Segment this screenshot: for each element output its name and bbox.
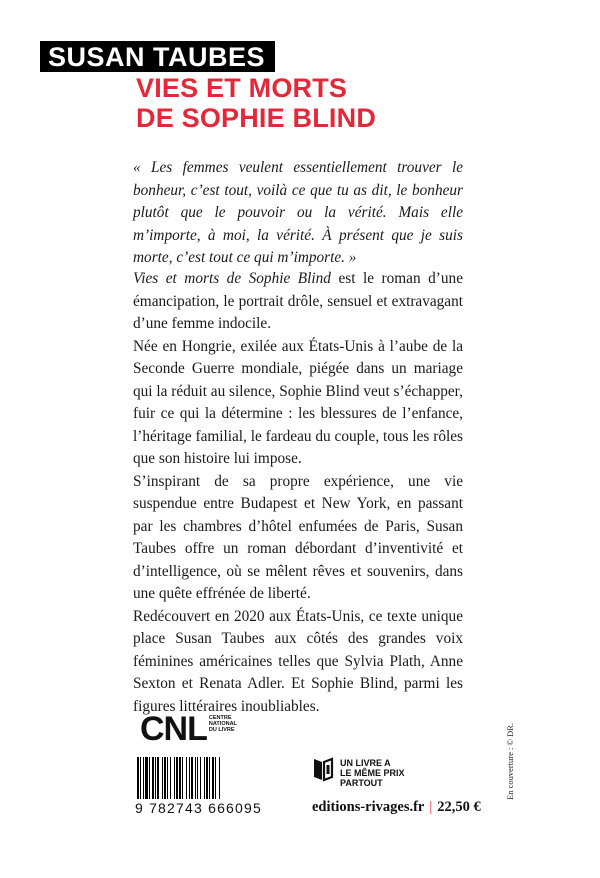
book-price-law-icon [312, 756, 334, 782]
prix-unique-line: UN LIVRE A [340, 758, 391, 768]
blurb-paragraph-3: S’inspirant de sa propre expérience, une vie suspendue entre Budapest et New York, en passant par les chambres d’hôtel enfumées de Paris, Susan Taubes offre un roman débordant d’inventivité et d’intelligence, où se mêlent rêves et souvenirs, dans une quête effrénée de liberté. [133, 472, 463, 602]
isbn-number: 9 782743 666095 [135, 800, 262, 816]
book-title-line-1: VIES ET MORTS [136, 73, 348, 103]
cnl-logo-mark: CNL [140, 710, 207, 748]
cnl-logo-line: NATIONAL [208, 721, 237, 727]
book-title-line-2: DE SOPHIE BLIND [136, 103, 377, 133]
blurb-paragraph-1 [133, 268, 463, 336]
cnl-logo-line: CENTRE [208, 715, 232, 721]
cnl-logo-text [209, 715, 237, 733]
prix-unique-label [340, 758, 405, 788]
prix-unique-line: LE MÊME PRIX [340, 768, 405, 778]
cnl-logo [140, 712, 237, 748]
isbn-barcode [137, 757, 266, 799]
author-name: SUSAN TAUBES [40, 41, 275, 72]
blurb-book-title: Vies et morts de Sophie Blind [133, 270, 331, 287]
blurb-paragraph-4: Redécouvert en 2020 aux États-Unis, ce texte unique place Susan Taubes aux côtés des grandes voix féminines américaines telles que Sylvia Plath, Anne Sexton et Renata Adler. Et Sophie Blind, parmi les figures littéraires inoubliables. [133, 607, 463, 715]
separator: | [429, 799, 433, 815]
price: 22,50 € [437, 799, 481, 815]
publisher-website[interactable]: editions-rivages.fr [312, 799, 425, 815]
cover-credit: En couverture : © DR. [505, 722, 515, 800]
publisher-line [312, 799, 481, 816]
prix-unique-line: PARTOUT [340, 778, 383, 788]
cnl-logo-line: DU LIVRE [208, 727, 235, 733]
blurb-paragraph-1-text: est le roman d’une émancipation, le portrait drôle, sensuel et extravagant d’une femme indocile. [133, 270, 463, 332]
blurb-paragraph-2: Née en Hongrie, exilée aux États-Unis à l’aube de la Seconde Guerre mondiale, piégée dans un mariage qui la réduit au silence, Sophie Blind veut s’échapper, fuir ce qui la détermine : les blessures de l’enfance, l’héritage familial, le fardeau du couple, tous les rôles que son histoire lui impose. [133, 337, 463, 467]
epigraph-quote: « Les femmes veulent essentiellement trouver le bonheur, c’est tout, voilà ce que tu as dit, le bonheur plutôt que le pouvoir ou la vérité. Mais elle m’importe, à moi, la vérité. À présent que je suis morte, c’est tout ce qui m’importe. » [133, 159, 463, 266]
blurb [133, 268, 463, 718]
